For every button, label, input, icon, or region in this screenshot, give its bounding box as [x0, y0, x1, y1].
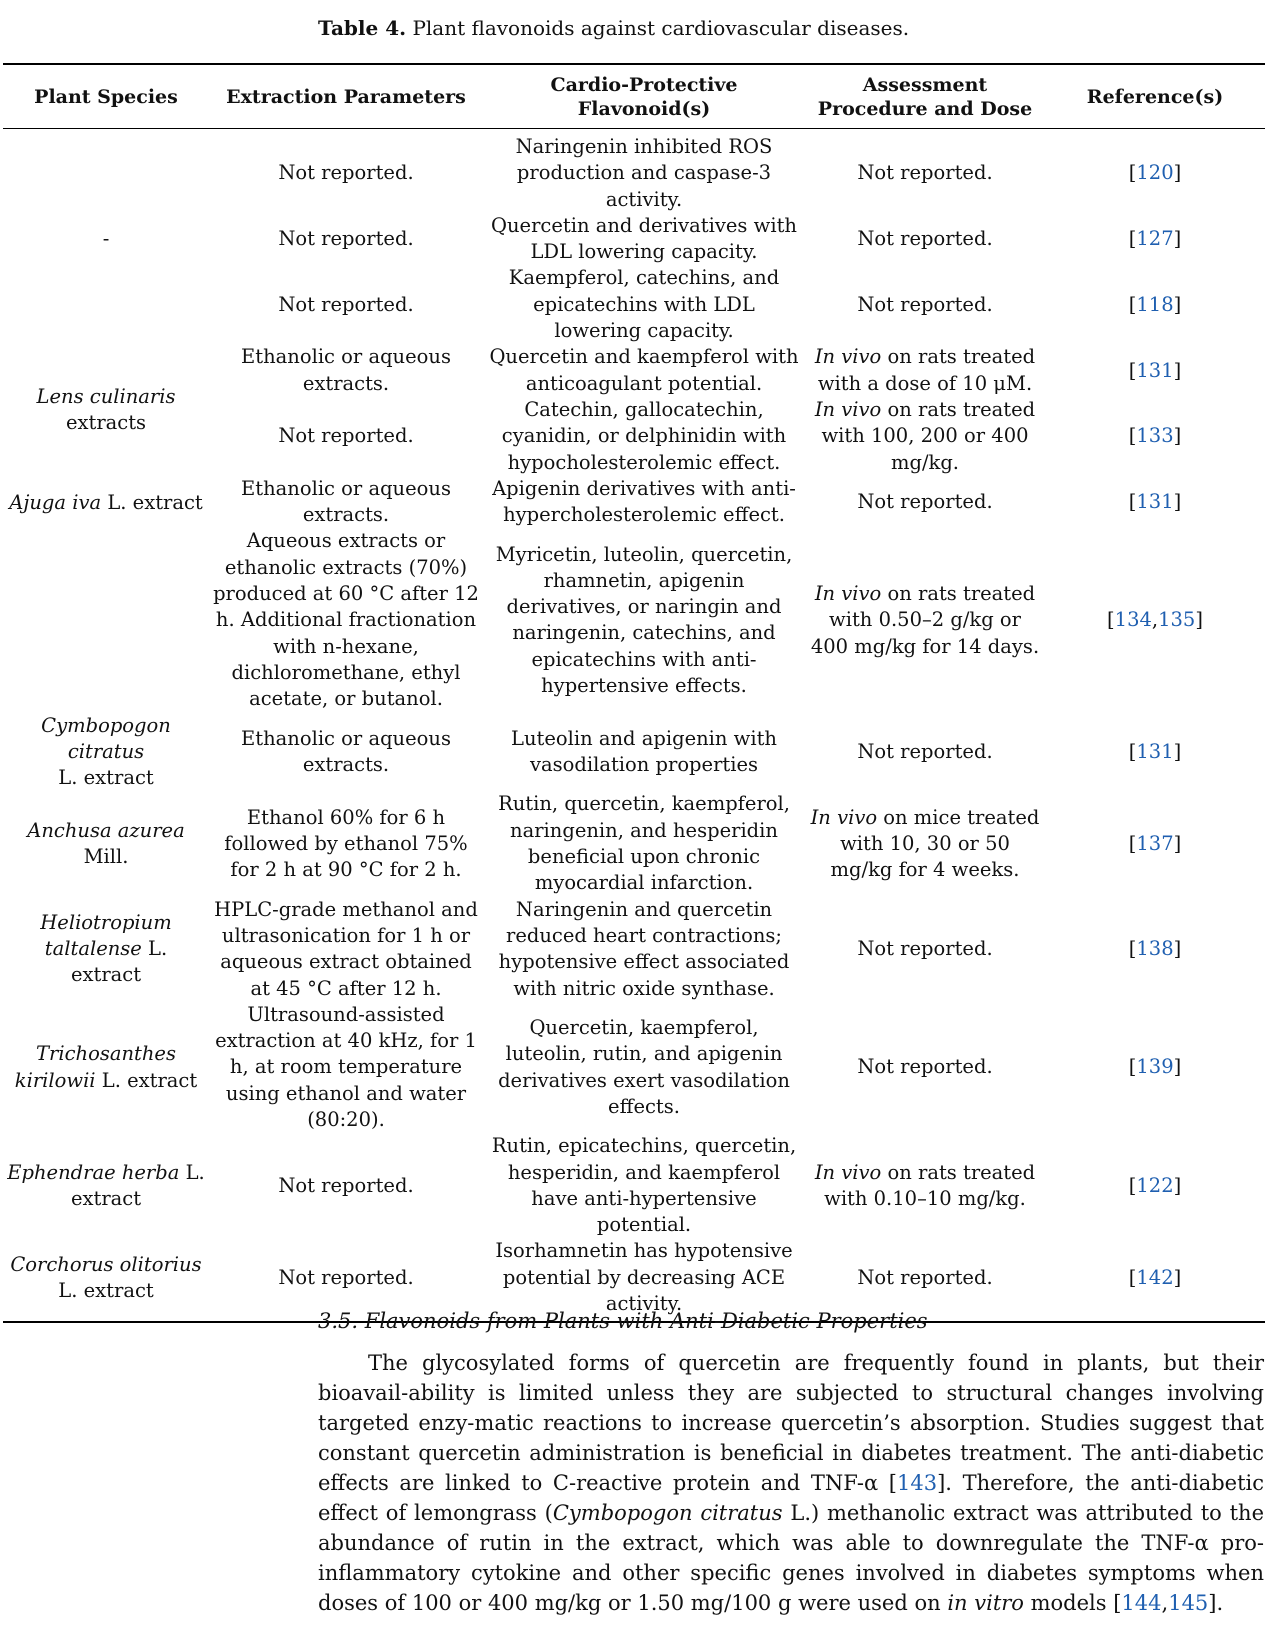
reference-cell: [122]: [1128, 1173, 1182, 1197]
header-extraction-parameters: Extraction Parameters: [209, 64, 483, 129]
reference-link[interactable]: 127: [1136, 227, 1174, 251]
assessment-detail: on rats treated with 0.10–10 mg/kg.: [824, 1160, 1036, 1210]
extraction-cell: Aqueous extracts or ethanolic extracts (70%) produced at 60 °C after 12 h. Additional fractionation with n-hexane, dichloromethane, ethyl acetate, or butanol.: [213, 529, 479, 711]
section-paragraph: [318, 1348, 1264, 1618]
species-name: Trichosanthes kirilowii: [14, 1042, 176, 1092]
assessment-detail: on mice treated with 10, 30 or 50 mg/kg for 4 weeks.: [830, 805, 1040, 882]
reference-cell: [137]: [1128, 831, 1182, 855]
reference-link[interactable]: 131: [1136, 490, 1174, 513]
table-caption-text: Plant flavonoids against cardiovascular diseases.: [412, 16, 910, 40]
reference-link[interactable]: 144: [1121, 1591, 1162, 1615]
assessment-detail: on rats treated with a dose of 10 μM.: [817, 345, 1036, 395]
flavonoid-cell: Quercetin and kaempferol with anticoagulant potential.: [489, 345, 799, 395]
reference-link[interactable]: 135: [1158, 608, 1196, 632]
assessment-cell: [805, 528, 1045, 712]
reference-link[interactable]: 143: [897, 1471, 938, 1495]
table-caption-label: Table 4.: [318, 16, 407, 40]
extraction-cell: Ultrasound-assisted extraction at 40 kHz, for 1 h, at room temperature using ethanol and water (80:20).: [215, 1002, 477, 1131]
species-cell: [3, 1238, 209, 1322]
species-cell: [3, 1002, 209, 1133]
reference-link[interactable]: 145: [1168, 1591, 1209, 1615]
assessment-cell: Not reported.: [857, 161, 993, 185]
table-row: [3, 713, 1265, 792]
species-cell: [3, 344, 209, 475]
species-name: Lens culinaris: [36, 384, 176, 408]
reference-link[interactable]: 131: [1136, 739, 1174, 763]
assessment-cell: [805, 397, 1045, 476]
reference-cell: [138]: [1128, 937, 1182, 961]
assessment-cell: Not reported.: [857, 292, 993, 316]
reference-link[interactable]: 138: [1136, 937, 1174, 961]
species-cell: [3, 713, 209, 792]
extraction-cell: Ethanolic or aqueous extracts.: [241, 476, 451, 527]
method-term: in vitro: [947, 1591, 1024, 1615]
table-row: [3, 1002, 1265, 1133]
table-caption: [318, 14, 1218, 42]
extraction-cell: Ethanolic or aqueous extracts.: [241, 726, 451, 776]
species-cell: [3, 791, 209, 896]
header-plant-species: Plant Species: [3, 64, 209, 129]
flavonoid-cell: Luteolin and apigenin with vasodilation properties: [511, 726, 777, 776]
species-cell: [3, 897, 209, 1002]
species-suffix: extracts: [65, 411, 147, 435]
species-suffix: L. extract: [107, 490, 203, 514]
header-references: Reference(s): [1045, 64, 1265, 129]
assessment-method: In vivo: [810, 805, 878, 829]
species-name: Ajuga iva: [9, 490, 102, 514]
table-header-row: [3, 64, 1265, 129]
reference-cell: [133]: [1128, 424, 1182, 448]
reference-link[interactable]: 134: [1114, 608, 1152, 632]
assessment-method: In vivo: [814, 1160, 882, 1184]
reference-link[interactable]: 137: [1136, 831, 1174, 855]
extraction-cell: Not reported.: [209, 1238, 483, 1322]
reference-link[interactable]: 122: [1136, 1173, 1174, 1197]
flavonoid-cell: Quercetin, kaempferol, luteolin, rutin, and apigenin derivatives exert vasodilation effects.: [498, 1015, 790, 1118]
extraction-cell: Not reported.: [278, 161, 414, 185]
paragraph-text: ].: [1208, 1591, 1224, 1615]
species-suffix: Mill.: [83, 845, 129, 869]
reference-cell: [118]: [1128, 292, 1182, 316]
flavonoid-cell: Naringenin inhibited ROS production and caspase-3 activity.: [515, 135, 773, 211]
extraction-cell: Not reported.: [278, 1173, 414, 1197]
reference-link[interactable]: 120: [1136, 161, 1174, 185]
reference-link[interactable]: 142: [1136, 1265, 1174, 1289]
reference-cell: [120]: [1128, 161, 1182, 185]
flavonoid-cell: Rutin, quercetin, kaempferol, naringenin, and hesperidin beneficial upon chronic myocardial infarction.: [498, 792, 790, 895]
reference-link[interactable]: 118: [1136, 292, 1174, 316]
table-row: [3, 791, 1265, 896]
species-suffix: L. extract: [70, 1160, 205, 1210]
reference-separator: ,: [1161, 1591, 1169, 1615]
assessment-method: In vivo: [814, 345, 882, 369]
species-suffix: L. extract: [58, 766, 154, 790]
reference-cell: [127]: [1128, 227, 1182, 251]
assessment-cell: [805, 1133, 1045, 1238]
table-row: [3, 897, 1265, 1002]
flavonoid-cell: Quercetin and derivatives with LDL lowering capacity.: [491, 213, 797, 264]
species-suffix: L. extract: [70, 937, 168, 987]
reference-cell: [131]: [1128, 358, 1182, 382]
paragraph-text: The glycosylated forms of quercetin are frequently found in plants, but their bioavail-ability is limited unless they are subjected to structural changes involving targeted enzy-matic reactions to increase quercetin’s absorption. Studies suggest that constant quercetin administration is beneficial in diabetes treatment. The anti-diabetic effects are linked to C-reactive protein and TNF-α [: [318, 1351, 1264, 1495]
flavonoid-table: [3, 63, 1265, 1323]
species-suffix: L. extract: [58, 1278, 154, 1302]
assessment-cell: Not reported.: [805, 1238, 1045, 1322]
assessment-detail: on rats treated with 0.50–2 g/kg or 400 mg/kg for 14 days.: [810, 582, 1040, 658]
species-name: Cymbopogon citratus: [552, 1501, 783, 1525]
species-cell: [3, 476, 209, 713]
flavonoid-cell: Catechin, gallocatechin, cyanidin, or delphinidin with hypocholesterolemic effect.: [501, 397, 787, 474]
header-flavonoids: Cardio-Protective Flavonoid(s): [483, 64, 805, 129]
paragraph-text: models [: [1023, 1591, 1122, 1615]
reference-cell: [134,135]: [1107, 608, 1203, 632]
flavonoid-cell: Kaempferol, catechins, and epicatechins with LDL lowering capacity.: [508, 266, 780, 343]
assessment-detail: on rats treated with 100, 200 or 400 mg/kg.: [821, 397, 1036, 474]
assessment-cell: Not reported.: [857, 490, 993, 513]
flavonoid-cell: Apigenin derivatives with anti-hypercholesterolemic effect.: [492, 476, 796, 527]
species-cell: -: [102, 227, 110, 251]
reference-cell: [131]: [1128, 490, 1182, 513]
table-row: [3, 1133, 1265, 1238]
assessment-cell: Not reported.: [857, 937, 993, 961]
flavonoid-cell: Myricetin, luteolin, quercetin, rhamnetin, apigenin derivatives, or naringin and naringenin, catechins, and epicatechins with anti-hypertensive effects.: [495, 542, 793, 698]
assessment-method: In vivo: [814, 397, 882, 421]
reference-link[interactable]: 133: [1136, 424, 1174, 448]
table-row: [3, 129, 1265, 213]
extraction-cell: Not reported.: [278, 227, 414, 251]
reference-cell: [131]: [1128, 739, 1182, 763]
flavonoid-cell: Rutin, epicatechins, quercetin, hesperidin, and kaempferol have anti-hypertensive potential.: [491, 1134, 797, 1237]
assessment-cell: Not reported.: [857, 739, 993, 763]
table-row: [3, 344, 1265, 397]
header-assessment: Assessment Procedure and Dose: [805, 64, 1045, 129]
species-name: Heliotropium taltalense: [40, 910, 172, 961]
species-cell: [3, 1133, 209, 1238]
reference-link[interactable]: 131: [1136, 358, 1174, 382]
reference-cell: [142]: [1045, 1238, 1265, 1322]
species-name: Ephendrae herba: [7, 1160, 180, 1184]
assessment-cell: [805, 344, 1045, 397]
species-name: Anchusa azurea: [27, 818, 185, 842]
paragraph-text: ]. Therefore, the anti-diabetic effect of lemongrass (: [318, 1471, 1264, 1525]
extraction-cell: Ethanolic or aqueous extracts.: [241, 345, 451, 395]
extraction-cell: Not reported.: [278, 292, 414, 316]
species-name: Cymbopogon citratus: [41, 713, 171, 763]
reference-link[interactable]: 139: [1136, 1055, 1174, 1079]
assessment-cell: [805, 791, 1045, 896]
section-heading: 3.5. Flavonoids from Plants with Anti-Diabetic Properties: [318, 1309, 928, 1333]
flavonoid-cell: Isorhamnetin has hypotensive potential by decreasing ACE activity.: [483, 1238, 805, 1322]
flavonoid-cell: Naringenin and quercetin reduced heart contractions; hypotensive effect associated with nitric oxide synthase.: [498, 897, 790, 1000]
species-name: Corchorus olitorius: [10, 1252, 202, 1276]
extraction-cell: Ethanol 60% for 6 h followed by ethanol 75% for 2 h at 90 °C for 2 h.: [224, 805, 468, 882]
assessment-cell: Not reported.: [857, 227, 993, 251]
reference-cell: [139]: [1128, 1055, 1182, 1079]
table-row: [3, 476, 1265, 529]
assessment-method: In vivo: [814, 582, 882, 606]
species-suffix: L. extract: [101, 1068, 198, 1092]
paragraph-text: L.) methanolic extract was attributed to the abundance of rutin in the extract, which was able to downregulate the TNF-α pro-inflammatory cytokine and other specific genes involved in diabetes symptoms when doses of 100 or 400 mg/kg or 1.50 mg/100 g were used on: [318, 1501, 1265, 1615]
extraction-cell: Not reported.: [278, 424, 414, 448]
assessment-cell: Not reported.: [857, 1055, 993, 1079]
extraction-cell: HPLC-grade methanol and ultrasonication for 1 h or aqueous extract obtained at 45 °C after 12 h.: [214, 897, 478, 1000]
